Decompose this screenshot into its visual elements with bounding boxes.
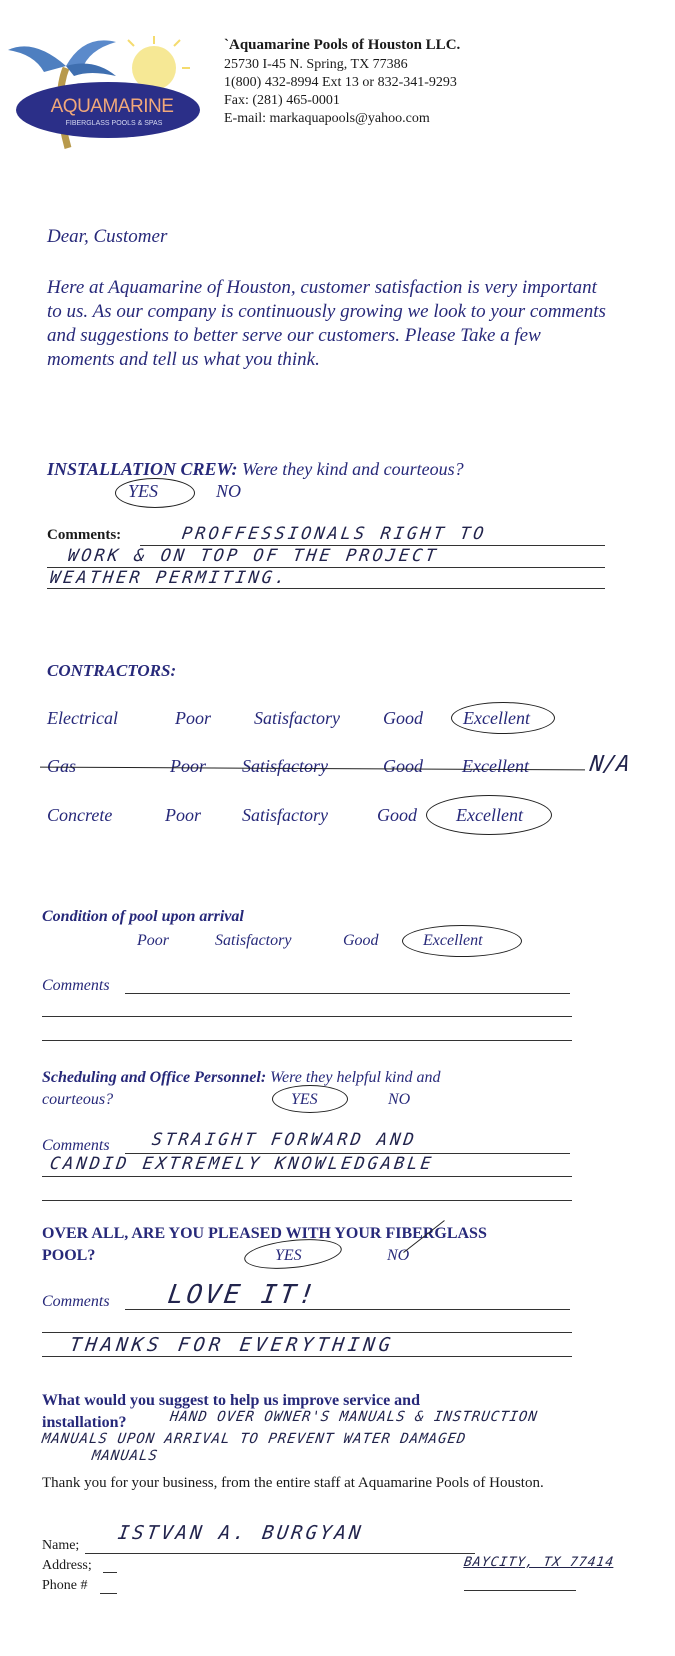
phone-label: Phone # bbox=[42, 1578, 88, 1593]
concrete-excellent[interactable]: Excellent bbox=[456, 805, 523, 825]
concrete-good[interactable]: Good bbox=[377, 805, 417, 825]
company-fax: Fax: (281) 465-0001 bbox=[224, 93, 340, 108]
gas-good[interactable]: Good bbox=[383, 756, 423, 776]
crew-handwritten-1: PROFFESSIONALS RIGHT TO bbox=[180, 524, 488, 544]
crew-handwritten-2: WORK & ON TOP OF THE PROJECT bbox=[66, 546, 440, 566]
overall-handwritten-2: THANKS FOR EVERYTHING bbox=[68, 1334, 396, 1356]
condition-good[interactable]: Good bbox=[343, 932, 379, 949]
concrete-label: Concrete bbox=[47, 805, 113, 825]
address-line bbox=[103, 1572, 117, 1573]
gas-na-note: N/A bbox=[588, 752, 632, 777]
gas-excellent[interactable]: Excellent bbox=[462, 756, 529, 776]
suggest-handwritten-1: HAND OVER OWNER'S MANUALS & INSTRUCTION bbox=[168, 1409, 539, 1425]
suggest-heading: What would you suggest to help us improve service and bbox=[42, 1392, 420, 1409]
overall-comment-line-2 bbox=[42, 1332, 572, 1333]
condition-comment-line-2 bbox=[42, 1016, 572, 1017]
company-logo bbox=[4, 28, 204, 156]
crew-comment-line-3 bbox=[47, 588, 605, 589]
suggest-handwritten-2: MANUALS UPON ARRIVAL TO PREVENT WATER DAMAGED bbox=[40, 1431, 468, 1447]
company-name: `Aquamarine Pools of Houston LLC. bbox=[224, 37, 461, 53]
electrical-satisfactory[interactable]: Satisfactory bbox=[254, 708, 340, 728]
address-label: Address; bbox=[42, 1558, 92, 1573]
company-address: 25730 I-45 N. Spring, TX 77386 bbox=[224, 57, 408, 72]
scheduling-yes-option[interactable]: YES bbox=[291, 1091, 318, 1108]
name-handwritten: ISTVAN A. BURGYAN bbox=[116, 1522, 366, 1544]
electrical-label: Electrical bbox=[47, 708, 118, 728]
suggest-handwritten-3: MANUALS bbox=[90, 1448, 160, 1464]
scheduling-comments-label: Comments bbox=[42, 1137, 110, 1154]
scheduling-handwritten-2: CANDID EXTREMELY KNOWLEDGABLE bbox=[48, 1154, 436, 1174]
overall-heading-cont: POOL? bbox=[42, 1247, 96, 1264]
concrete-excellent-selection bbox=[426, 795, 552, 835]
crew-question bbox=[47, 457, 464, 481]
scheduling-no-option[interactable]: NO bbox=[388, 1091, 411, 1108]
condition-poor[interactable]: Poor bbox=[137, 932, 169, 949]
overall-handwritten-1: LOVE IT! bbox=[165, 1280, 320, 1310]
condition-heading: Condition of pool upon arrival bbox=[42, 908, 244, 925]
gas-poor[interactable]: Poor bbox=[170, 756, 206, 776]
overall-comments-label: Comments bbox=[42, 1293, 110, 1310]
scheduling-handwritten-1: STRAIGHT FORWARD AND bbox=[150, 1130, 419, 1150]
crew-yes-option[interactable]: YES bbox=[128, 481, 159, 501]
scheduling-question-cont: courteous? bbox=[42, 1091, 114, 1108]
address-handwritten: BAYCITY, TX 77414 bbox=[462, 1555, 616, 1570]
logo-tagline: FIBERGLASS POOLS & SPAS bbox=[65, 120, 163, 127]
crew-comments-label: Comments: bbox=[47, 527, 122, 543]
concrete-poor[interactable]: Poor bbox=[165, 805, 201, 825]
scheduling-comment-line-2 bbox=[42, 1176, 572, 1177]
electrical-excellent[interactable]: Excellent bbox=[463, 708, 530, 728]
scheduling-heading: Scheduling and Office Personnel: bbox=[42, 1069, 267, 1086]
condition-satisfactory[interactable]: Satisfactory bbox=[215, 932, 292, 949]
logo-wordmark: AQUAMARINE bbox=[50, 96, 174, 117]
scheduling-question-text: Were they helpful kind and bbox=[266, 1069, 441, 1086]
gas-label: Gas bbox=[47, 756, 77, 776]
condition-excellent[interactable]: Excellent bbox=[423, 932, 483, 949]
contractors-heading: CONTRACTORS: bbox=[47, 661, 177, 680]
concrete-satisfactory[interactable]: Satisfactory bbox=[242, 805, 328, 825]
electrical-good[interactable]: Good bbox=[383, 708, 423, 728]
name-label: Name; bbox=[42, 1538, 80, 1553]
crew-handwritten-3: WEATHER PERMITING. bbox=[48, 568, 290, 588]
crew-heading: INSTALLATION CREW: bbox=[47, 459, 238, 479]
scheduling-yes-selection bbox=[272, 1085, 348, 1113]
greeting: Dear, Customer bbox=[47, 226, 168, 247]
overall-comment-line-3 bbox=[42, 1356, 572, 1357]
scheduling-question bbox=[42, 1069, 440, 1087]
crew-question-text: Were they kind and courteous? bbox=[237, 459, 464, 479]
condition-excellent-selection bbox=[402, 925, 522, 957]
address-underline bbox=[464, 1590, 576, 1591]
company-email: E-mail: markaquapools@yahoo.com bbox=[224, 111, 430, 126]
overall-heading: OVER ALL, ARE YOU PLEASED WITH YOUR FIBERGLASS bbox=[42, 1225, 487, 1242]
overall-no-option[interactable]: NO bbox=[387, 1247, 410, 1264]
thank-you-note: Thank you for your business, from the entire staff at Aquamarine Pools of Houston. bbox=[42, 1475, 544, 1491]
gas-satisfactory[interactable]: Satisfactory bbox=[242, 756, 328, 776]
overall-yes-option[interactable]: YES bbox=[275, 1247, 302, 1264]
crew-yes-selection bbox=[115, 478, 195, 508]
condition-comment-line-1 bbox=[125, 993, 570, 994]
condition-comments-label: Comments bbox=[42, 977, 110, 994]
phone-line bbox=[100, 1593, 117, 1594]
electrical-poor[interactable]: Poor bbox=[175, 708, 211, 728]
name-line bbox=[85, 1553, 475, 1554]
electrical-excellent-selection bbox=[451, 702, 555, 734]
condition-comment-line-3 bbox=[42, 1040, 572, 1041]
scheduling-comment-line-3 bbox=[42, 1200, 572, 1201]
crew-no-option[interactable]: NO bbox=[216, 481, 242, 501]
suggest-heading-cont: installation? bbox=[42, 1414, 127, 1431]
company-phone: 1(800) 432-8994 Ext 13 or 832-341-9293 bbox=[224, 75, 457, 90]
intro-paragraph: Here at Aquamarine of Houston, customer satisfaction is very important to us. As our company is continuously growing we look to your comments and suggestions to better serve our customers. Please Take a few moments and tell us what you think. bbox=[47, 277, 606, 370]
